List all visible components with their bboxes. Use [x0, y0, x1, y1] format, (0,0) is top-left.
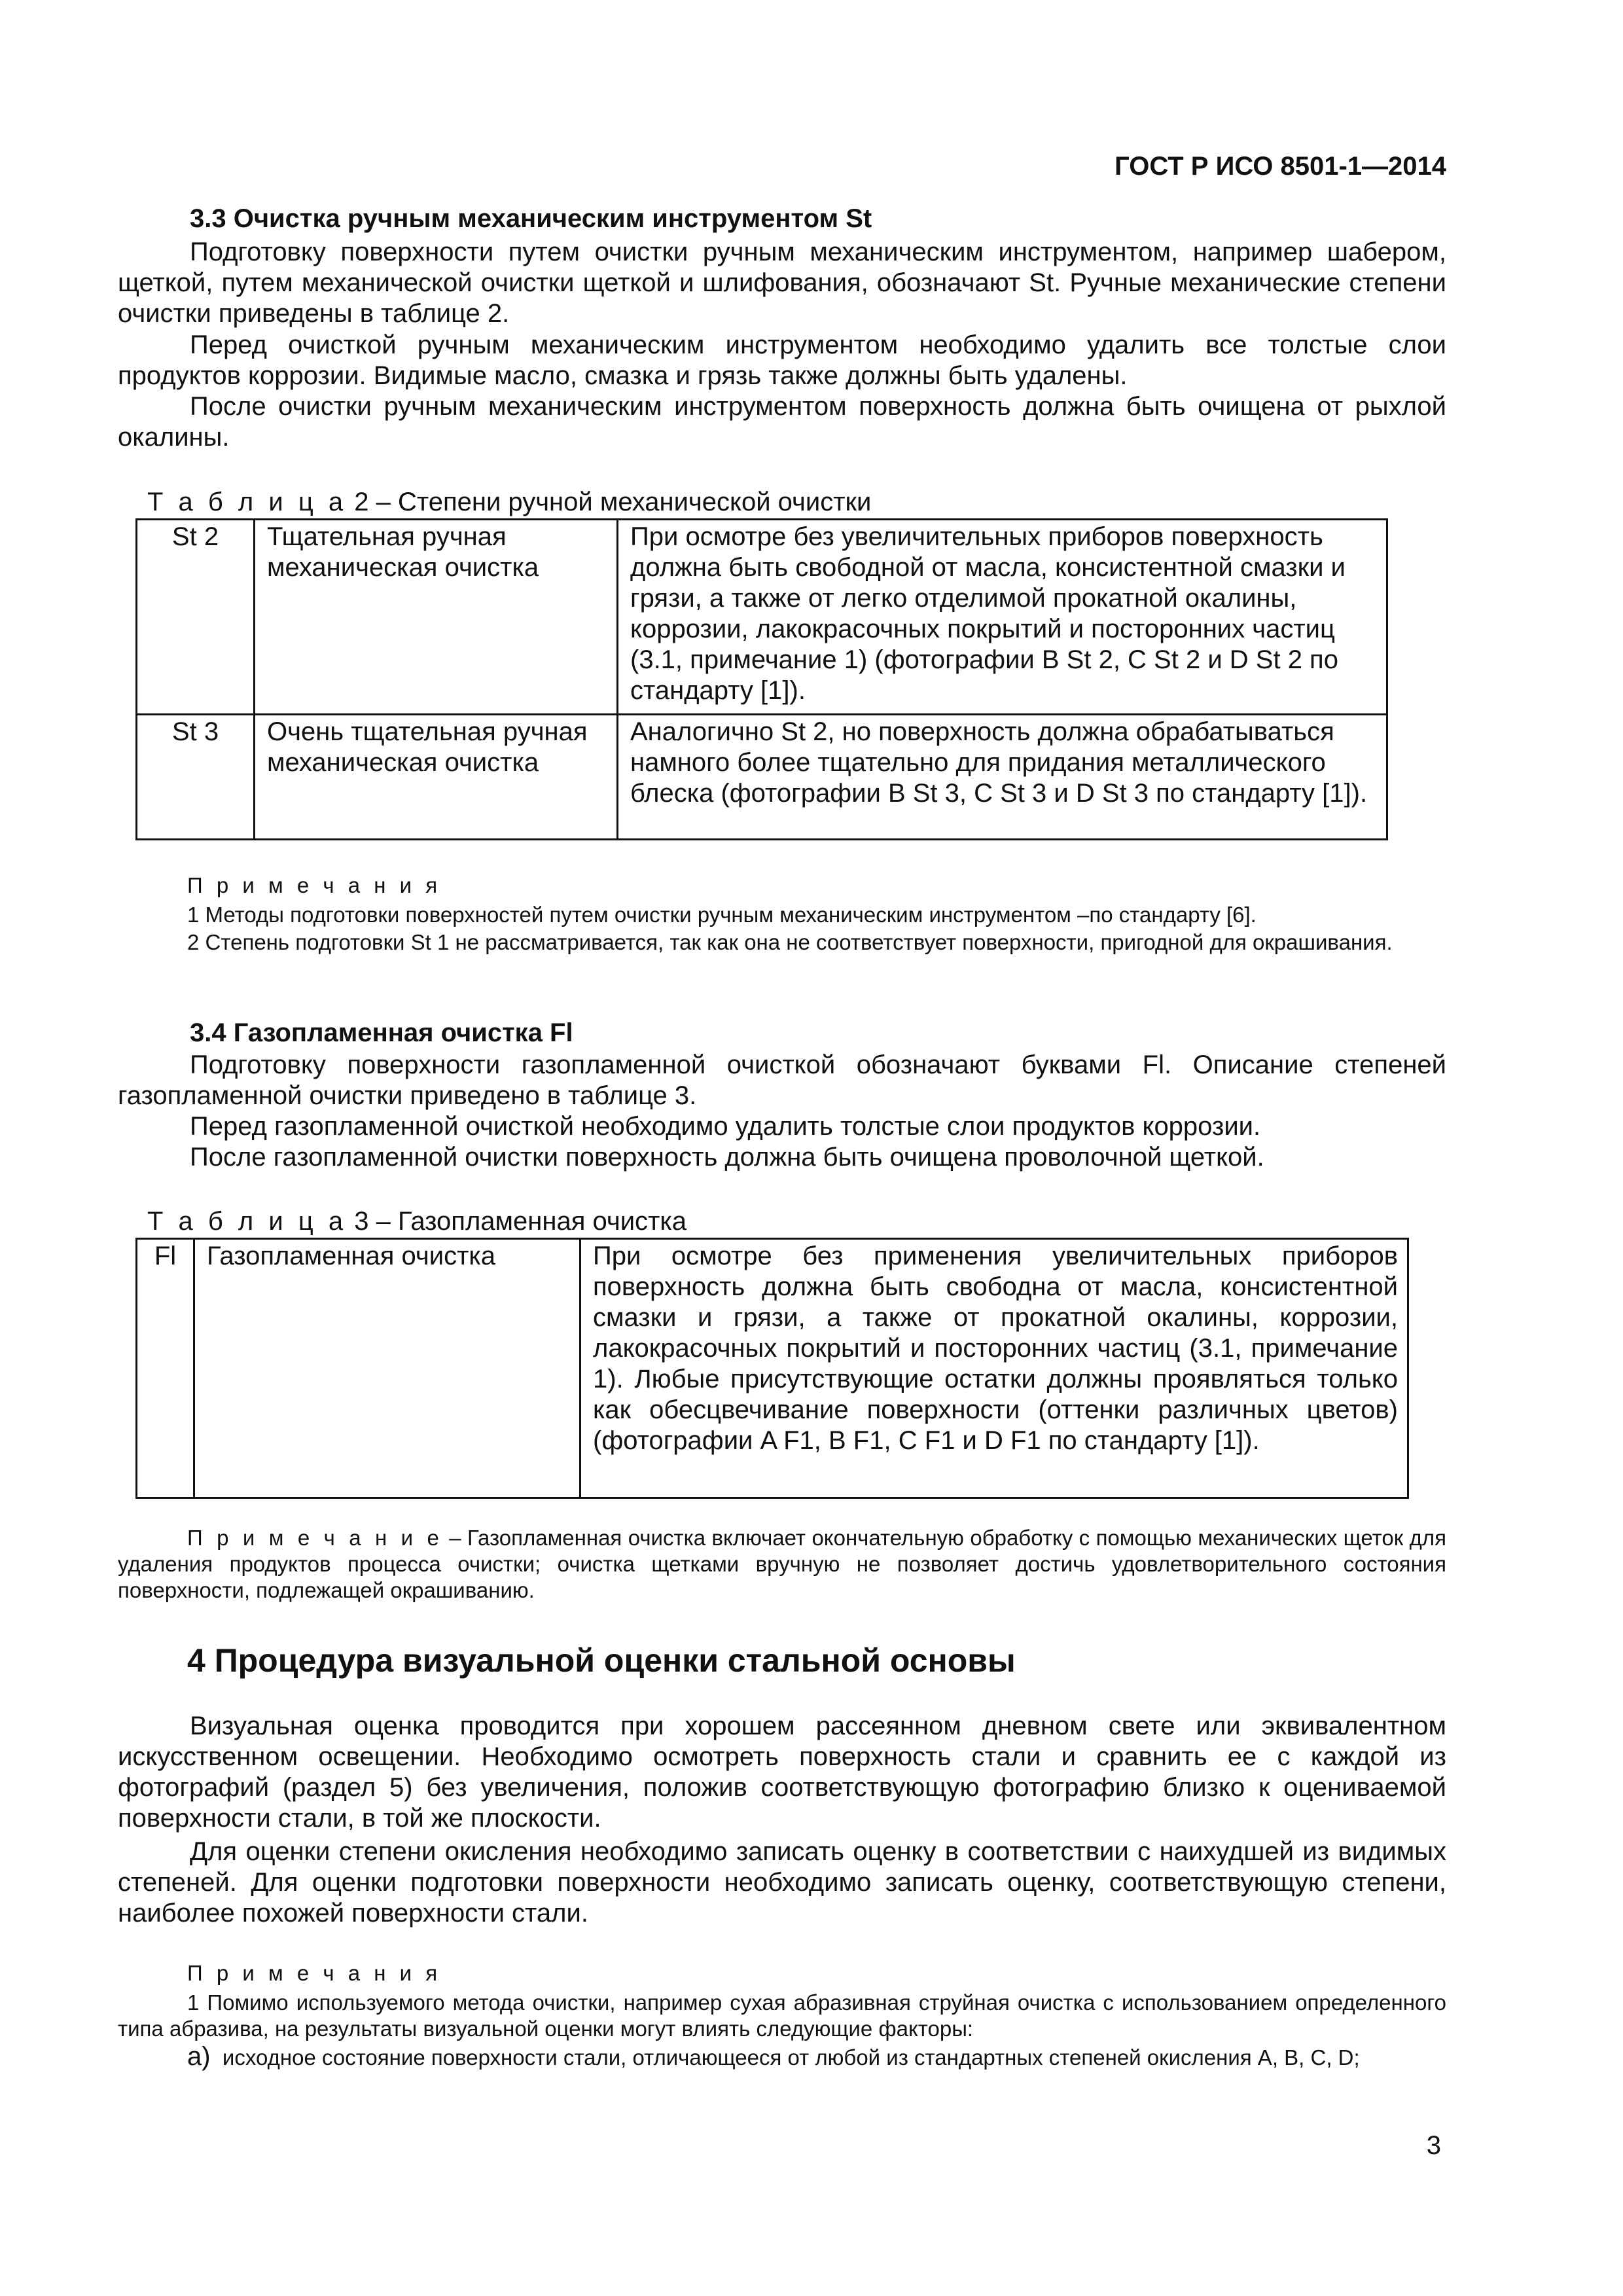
note-label: П р и м е ч а н и е [187, 1526, 443, 1550]
table-row [137, 1239, 1408, 1498]
table-cell-code: St 2 [137, 520, 255, 715]
note-2: 2 Степень подготовки St 1 не рассматривается, так как она не соответствует поверхности, пригодной для окрашивания. [187, 930, 1393, 954]
note-item-text: исходное состояние поверхности стали, отличающееся от любой из стандартных степеней окисления A, B, C, D; [222, 2045, 1360, 2070]
note-table-3 [118, 1525, 1446, 1604]
s34-paragraph-3: После газопламенной очистки поверхность должна быть очищена проволочной щеткой. [190, 1143, 1264, 1172]
s4-paragraph-2: Для оценки степени окисления необходимо записать оценку в соответствии с наихудшей из видимых степеней. Для оценки подготовки поверхности необходимо записать оценку, соответствующую степени, наиболее похожей поверхности стали. [118, 1837, 1446, 1928]
table-cell-name: Очень тщательная ручная механическая очистка [255, 715, 618, 840]
table-2 [135, 518, 1388, 840]
section-4-title: 4 Процедура визуальной оценки стальной основы [187, 1642, 1016, 1679]
notes-heading: П р и м е ч а н и я [187, 873, 442, 897]
table-row [137, 520, 1387, 715]
table-caption-word: Т а б л и ц а [147, 1207, 348, 1236]
table-cell-description: При осмотре без увеличительных приборов поверхность должна быть свободной от масла, консистентной смазки и грязи, а также от легко отделимой прокатной окалины, коррозии, лакокрасочных покрытий и посторонних частиц (3.1, примечание 1) (фотографии B St 2, C St 2 и D St 2 по стандарту [1]). [618, 520, 1387, 715]
document-header: ГОСТ Р ИСО 8501-1—2014 [1115, 152, 1446, 181]
table-3 [135, 1238, 1409, 1499]
table-cell-description: При осмотре без применения увеличительных приборов поверхность должна быть свободна от масла, консистентной смазки и грязи, а также от прокатной окалины, коррозии, лакокрасочных покрытий и посторонних частиц (3.1, примечание 1). Любые присутствующие остатки должны проявляться только как обесцвечивание поверхности (оттенки различных цветов) (фотографии A F1, B F1, C F1 и D F1 по стандарту [1]). [580, 1239, 1408, 1498]
note-1: 1 Методы подготовки поверхностей путем очистки ручным механическим инструментом –по стандарту [6]. [187, 903, 1257, 927]
table-3-caption [147, 1206, 687, 1237]
table-cell-description: Аналогично St 2, но поверхность должна обрабатываться намного более тщательно для придания металлического блеска (фотографии B St 3, C St 3 и D St 3 по стандарту [1]). [618, 715, 1387, 840]
table-caption-word: Т а б л и ц а [147, 488, 348, 516]
section-3-3-title: 3.3 Очистка ручным механическим инструментом St [190, 204, 872, 233]
table-cell-name: Тщательная ручная механическая очистка [255, 520, 618, 715]
s33-paragraph-2: Перед очисткой ручным механическим инструментом необходимо удалить все толстые слои продуктов коррозии. Видимые масло, смазка и грязь также должны быть удалены. [118, 331, 1446, 390]
s33-paragraph-1: Подготовку поверхности путем очистки ручным механическим инструментом, например шабером, щеткой, путем механической очистки щеткой и шлифования, обозначают St. Ручные механические степени очистки приведены в таблице 2. [118, 238, 1446, 328]
s34-paragraph-1: Подготовку поверхности газопламенной очисткой обозначают буквами Fl. Описание степеней газопламенной очистки приведено в таблице 3. [118, 1050, 1446, 1110]
notes-heading: П р и м е ч а н и я [187, 1961, 442, 1985]
note-text: – Газопламенная очистка включает окончательную обработку с помощью механических щеток для удаления продуктов процесса очистки; очистка щетками вручную не позволяет достичь удовлетворительного состояния поверхности, подлежащей окрашиванию. [118, 1526, 1446, 1602]
section-3-4-title: 3.4 Газопламенная очистка Fl [190, 1018, 573, 1047]
s34-paragraph-2: Перед газопламенной очисткой необходимо удалить толстые слои продуктов коррозии. [190, 1112, 1261, 1141]
note-item-a [118, 2043, 1446, 2071]
s33-paragraph-3: После очистки ручным механическим инструментом поверхность должна быть очищена от рыхлой окалины. [118, 392, 1446, 452]
page-number: 3 [1426, 2131, 1441, 2160]
table-cell-name: Газопламенная очистка [194, 1239, 580, 1498]
table-caption-text: 3 – Газопламенная очистка [347, 1207, 687, 1236]
table-cell-code: St 3 [137, 715, 255, 840]
table-2-caption [147, 487, 871, 518]
s4-paragraph-1: Визуальная оценка проводится при хорошем рассеянном дневном свете или эквивалентном искусственном освещении. Необходимо осмотреть поверхность стали и сравнить ее с каждой из фотографий (раздел 5) без увеличения, положив соответствующую фотографию близко к оцениваемой поверхности стали, в той же плоскости. [118, 1712, 1446, 1833]
note-1: 1 Помимо используемого метода очистки, например сухая абразивная струйная очистка с использованием определенного типа абразива, на результаты визуальной оценки могут влиять следующие факторы: [118, 1990, 1446, 2041]
table-row [137, 715, 1387, 840]
table-cell-code: Fl [137, 1239, 194, 1498]
list-marker: а) [187, 2042, 211, 2071]
table-caption-text: 2 – Степени ручной механической очистки [347, 488, 872, 516]
